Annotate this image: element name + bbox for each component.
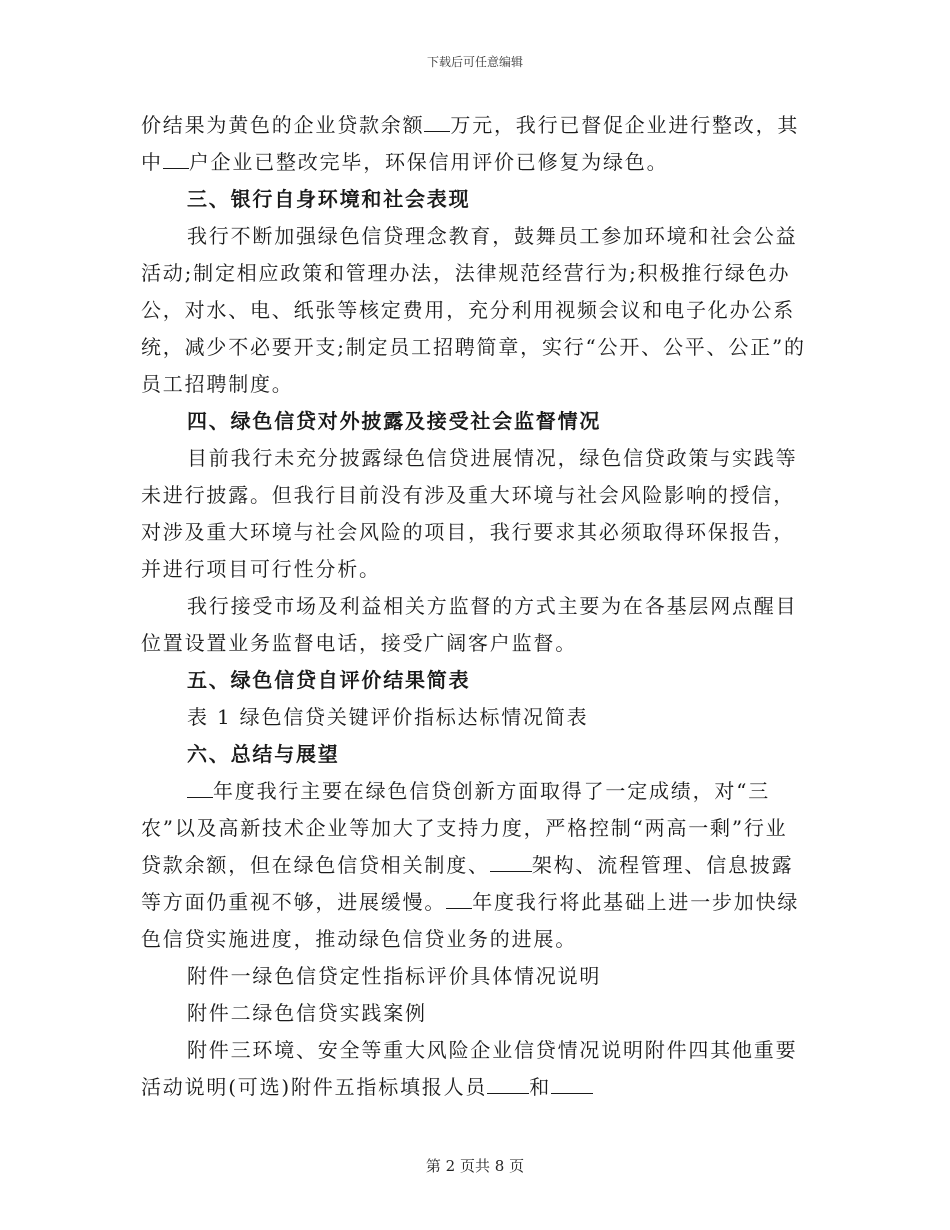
text-run: 年度我行将此基础上进一步加快绿色信贷实施进度，推动绿色信贷业务的进展。 <box>141 890 800 951</box>
page-header: 下载后可任意编辑 <box>426 55 523 69</box>
section-heading-6: 六、总结与展望 <box>187 742 340 766</box>
text-run: 年度我行主要在绿色信贷创新方面取得了一定成绩，对“三农”以及高新技术企业等加大了支持力度，严格控制“两高一剩”行业贷款余额，但在绿色信贷相关制度、 <box>141 779 788 877</box>
document-body <box>141 107 806 1106</box>
fill-in-blank <box>424 131 450 132</box>
section-heading-3: 三、银行自身环境和社会表现 <box>187 187 471 211</box>
paragraph-summary <box>141 773 806 958</box>
fill-in-blank <box>551 1093 593 1094</box>
page-footer: 第 2 页共 8 页 <box>425 1157 525 1175</box>
text-run: 架构、流程管理、信息披露等方面仍重视不够，进展缓慢。 <box>141 853 794 914</box>
paragraph-disclosure: 目前我行未充分披露绿色信贷进展情况，绿色信贷政策与实践等未进行披露。但我行目前没有涉及重大环境与社会风险影响的授信，对涉及重大环境与社会风险的项目，我行要求其必须取得环保报告，并进行项目可行性分析。 <box>141 446 798 581</box>
paragraph-loan-balance <box>141 107 806 181</box>
fill-in-blank <box>490 871 532 872</box>
text-run: 户企业已整改完毕，环保信用评价已修复为绿色。 <box>188 150 669 174</box>
attachment-2: 附件二绿色信贷实践案例 <box>187 1001 427 1025</box>
text-run: 价结果为黄色的企业贷款余额 <box>141 113 425 137</box>
table-caption: 表 1 绿色信贷关键评价指标达标情况简表 <box>187 705 589 729</box>
fill-in-blank <box>187 797 213 798</box>
text-run: 附件三环境、安全等重大风险企业信贷情况说明附件四其他重要活动说明(可选)附件五指标填报人员 <box>141 1038 798 1099</box>
text-run: 和 <box>529 1075 552 1099</box>
paragraph-bank-performance: 我行不断加强绿色信贷理念教育，鼓舞员工参加环境和社会公益活动;制定相应政策和管理办法，法律规范经营行为;积极推行绿色办公，对水、电、纸张等核定费用，充分利用视频会议和电子化办公系统，减少不必要开支;制定员工招聘简章，实行“公开、公平、公正”的员工招聘制度。 <box>141 224 806 396</box>
paragraph-supervision: 我行接受市场及利益相关方监督的方式主要为在各基层网点醒目位置设置业务监督电话，接受广阔客户监督。 <box>141 594 798 655</box>
attachment-1: 附件一绿色信贷定性指标评价具体情况说明 <box>187 964 602 988</box>
fill-in-blank <box>446 908 472 909</box>
text-run: 万元，我行已督促企业进行整改，其中 <box>141 113 800 174</box>
attachment-3-5 <box>141 1032 806 1106</box>
section-heading-4: 四、绿色信贷对外披露及接受社会监督情况 <box>187 409 602 433</box>
fill-in-blank <box>487 1093 529 1094</box>
section-heading-5: 五、绿色信贷自评价结果简表 <box>187 668 471 692</box>
fill-in-blank <box>163 168 189 169</box>
